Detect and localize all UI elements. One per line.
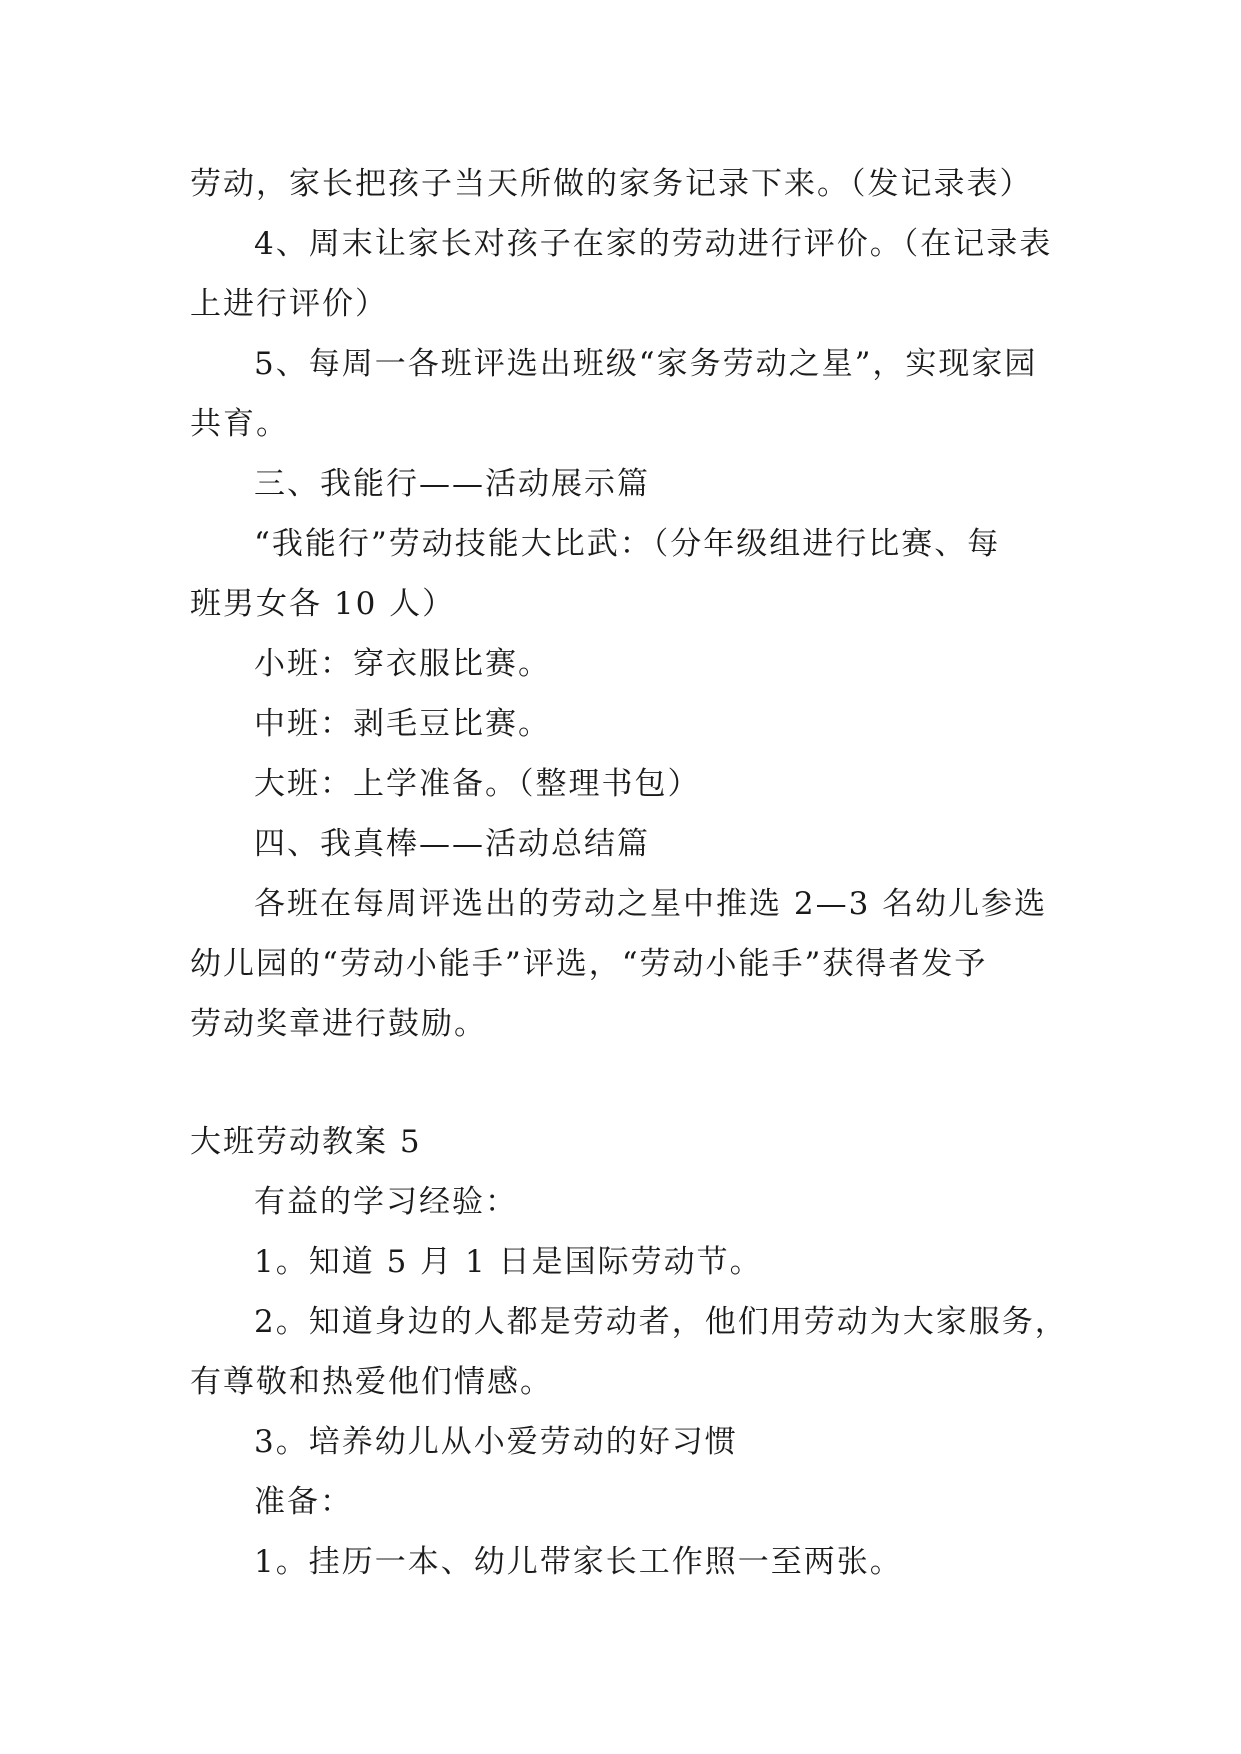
text-line: 1。挂历一本、幼儿带家长工作照一至两张。	[254, 1544, 903, 1580]
text-line: “我能行”劳动技能大比武：（分年级组进行比赛、每	[254, 526, 1001, 562]
text-line: 共育。	[190, 406, 289, 442]
text-line: 1。知道 5 月 1 日是国际劳动节。	[254, 1244, 763, 1280]
text-line: 有尊敬和热爱他们情感。	[190, 1364, 553, 1400]
text-line: 5、每周一各班评选出班级“家务劳动之星”，实现家园	[254, 346, 1038, 382]
text-line: 有益的学习经验：	[254, 1184, 518, 1220]
text-line: 小班：穿衣服比赛。	[254, 646, 551, 682]
text-line: 上进行评价）	[190, 286, 388, 322]
text-line: 幼儿园的“劳动小能手”评选，“劳动小能手”获得者发予	[190, 946, 988, 982]
text-line: 班男女各 10 人）	[190, 586, 456, 622]
text-line: 各班在每周评选出的劳动之星中推选 2—3 名幼儿参选	[254, 886, 1048, 922]
document-title: 大班劳动教案 5	[190, 1124, 422, 1160]
text-line: 劳动奖章进行鼓励。	[190, 1006, 487, 1042]
section-heading: 三、我能行——活动展示篇	[254, 466, 650, 502]
text-line: 中班：剥毛豆比赛。	[254, 706, 551, 742]
text-line: 4、周末让家长对孩子在家的劳动进行评价。（在记录表	[254, 226, 1053, 262]
text-line: 3。培养幼儿从小爱劳动的好习惯	[254, 1424, 738, 1460]
section-heading: 四、我真棒——活动总结篇	[254, 826, 650, 862]
text-line: 大班：上学准备。（整理书包）	[254, 766, 701, 802]
text-line: 2。知道身边的人都是劳动者，他们用劳动为大家服务，	[254, 1304, 1068, 1340]
text-line: 准备：	[254, 1484, 353, 1520]
text-line: 劳动，家长把孩子当天所做的家务记录下来。（发记录表）	[190, 166, 1033, 202]
